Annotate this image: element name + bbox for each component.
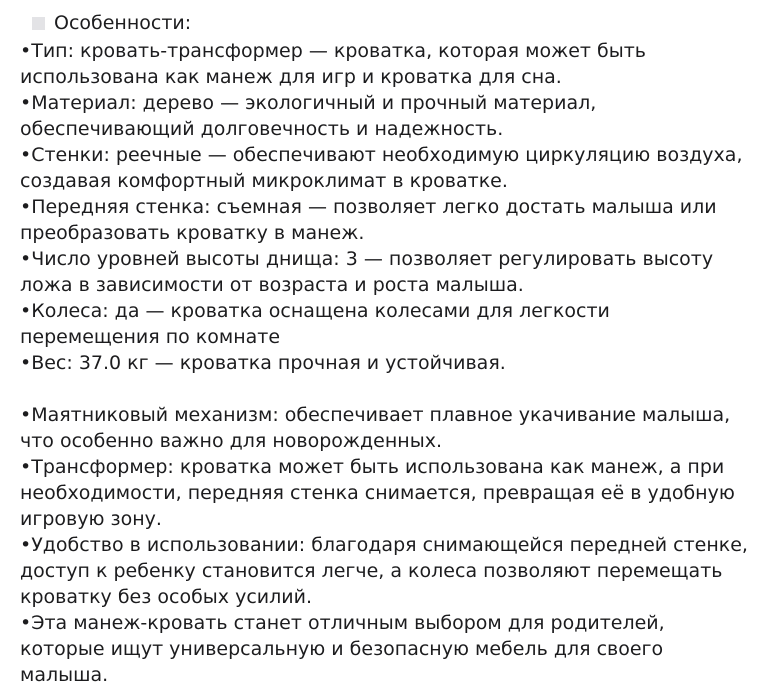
feature-convenience: •Удобство в использовании: благодаря снимающейся передней стенке, доступ к ребенку становится легче, а колеса позволяют перемещать кроватку без особых усилий.	[20, 534, 748, 608]
feature-material: •Материал: дерево — экологичный и прочный материал, обеспечивающий долговечность и надежность.	[20, 92, 597, 140]
feature-type: •Тип: кровать-трансформер — кроватка, которая может быть использована как манеж для игр и кроватка для сна.	[20, 40, 646, 88]
feature-summary: •Эта манеж-кровать станет отличным выбором для родителей, которые ищут универсальную и безопасную мебель для своего малыша.	[20, 612, 665, 686]
features-heading-text: Особенности:	[54, 12, 192, 34]
features-list-extra	[20, 402, 748, 688]
feature-weight: •Вес: 37.0 кг — кроватка прочная и устойчивая.	[20, 352, 506, 374]
feature-transformer: •Трансформер: кроватка может быть использована как манеж, а при необходимости, передняя стенка снимается, превращая её в удобную игровую зону.	[20, 456, 735, 530]
feature-pendulum: •Маятниковый механизм: обеспечивает плавное укачивание малыша, что особенно важно для новорожденных.	[20, 404, 731, 452]
feature-wheels: •Колеса: да — кроватка оснащена колесами для легкости перемещения по комнате	[20, 300, 610, 348]
feature-height-levels: •Число уровней высоты днища: 3 — позволяет регулировать высоту ложа в зависимости от возраста и роста малыша.	[20, 248, 714, 296]
features-heading	[20, 10, 748, 36]
feature-walls: •Стенки: реечные — обеспечивают необходимую циркуляцию воздуха, создавая комфортный микроклимат в кроватке.	[20, 144, 743, 192]
paragraph-spacer	[20, 376, 748, 402]
square-icon	[32, 17, 45, 30]
feature-front-wall: •Передняя стенка: съемная — позволяет легко достать малыша или преобразовать кроватку в манеж.	[20, 196, 717, 244]
features-list-main	[20, 38, 748, 376]
